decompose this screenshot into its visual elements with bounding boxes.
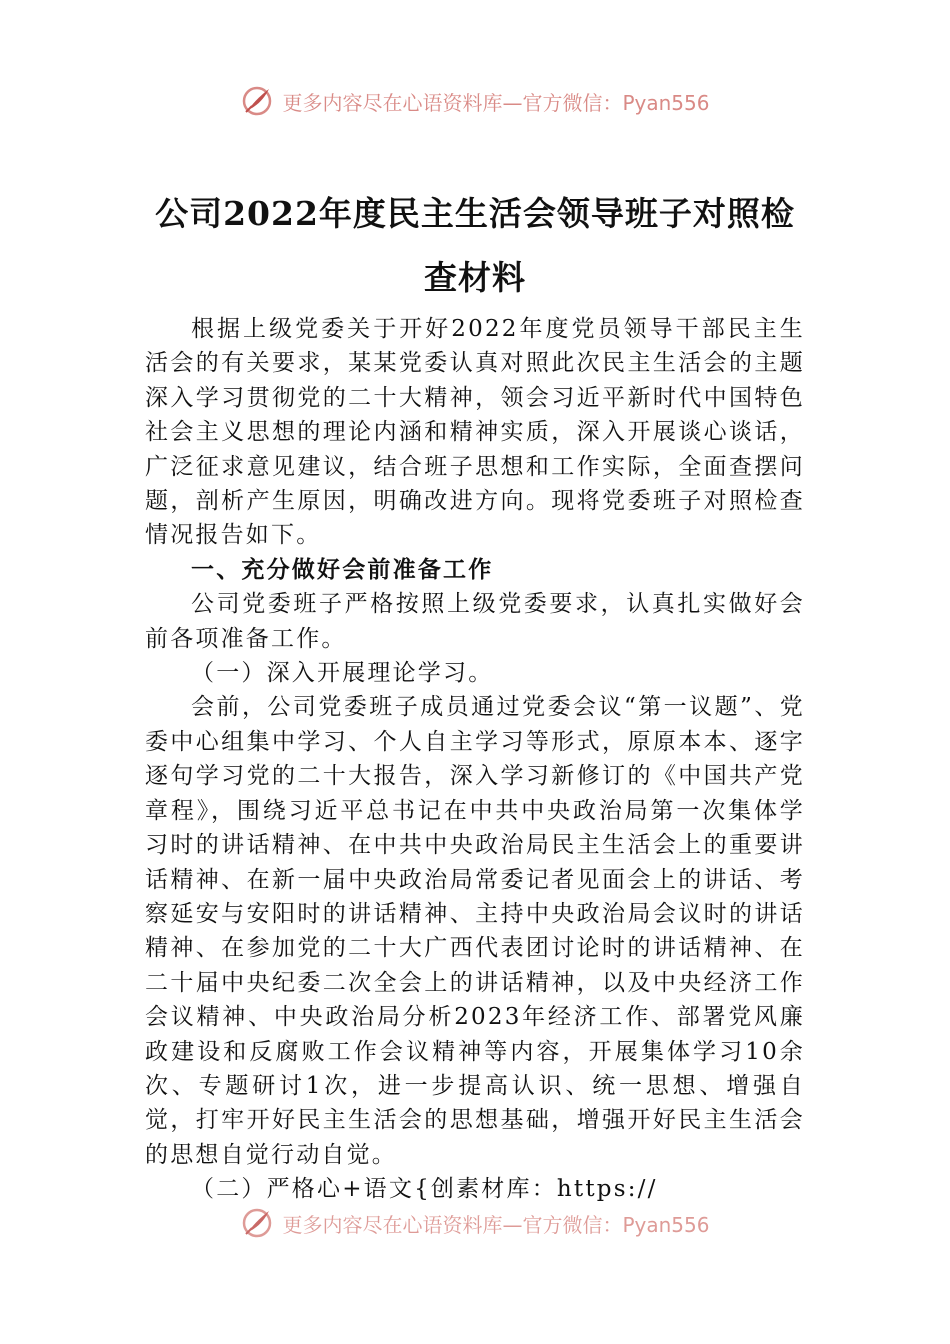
watermark-header <box>0 84 950 118</box>
section-heading-1: 一、充分做好会前准备工作 <box>191 556 494 583</box>
subsection-heading-1: （一）深入开展理论学习。 <box>191 660 494 687</box>
document-title-line-1: 公司2022年度民主生活会领导班子对照检 <box>155 194 795 233</box>
quill-pen-logo-icon <box>240 1206 274 1240</box>
watermark-text: 更多内容尽在心语资料库—官方微信：Pyan556 <box>282 1212 710 1237</box>
intro-paragraph: 根据上级党委关于开好2022年度党员领导干部民主生活会的有关要求，某某党委认真对照此次民主生活会的主题深入学习贯彻党的二十大精神，领会习近平新时代中国特色社会主义思想的理论内涵和精神实质，深入开展谈心谈话，广泛征求意见建议，结合班子思想和工作实际，全面查摆问题，剖析产生原因，明确改进方向。现将党委班子对照检查情况报告如下。 <box>145 316 805 549</box>
watermark-text: 更多内容尽在心语资料库—官方微信：Pyan556 <box>282 90 710 115</box>
section-1-paragraph: 公司党委班子严格按照上级党委要求，认真扎实做好会前各项准备工作。 <box>145 591 805 652</box>
subsection-1-paragraph: 会前，公司党委班子成员通过党委会议“第一议题”、党委中心组集中学习、个人自主学习等形式，原原本本、逐字逐句学习党的二十大报告，深入学习新修订的《中国共产党章程》，围绕习近平总书记在中共中央政治局第一次集体学习时的讲话精神、在中共中央政治局民主生活会上的重要讲话精神、在新一届中央政治局常委记者见面会上的讲话、考察延安与安阳时的讲话精神、主持中央政治局会议时的讲话精神、在参加党的二十大广西代表团讨论时的讲话精神、在二十届中央纪委二次全会上的讲话精神，以及中央经济工作会议精神、中央政治局分析2023年经济工作、部署党风廉政建设和反腐败工作会议精神等内容，开展集体学习10余次、专题研讨1次，进一步提高认识、统一思想、增强自觉，打牢开好民主生活会的思想基础，增强开好民主生活会的思想自觉行动自觉。 <box>145 694 805 1168</box>
watermark-footer <box>0 1206 950 1240</box>
quill-pen-logo-icon <box>240 84 274 118</box>
document-body <box>145 312 805 1207</box>
document-title-line-2: 查材料 <box>424 258 526 297</box>
subsection-heading-2: （二）严格心+语文{创素材库：https:// <box>191 1176 658 1203</box>
